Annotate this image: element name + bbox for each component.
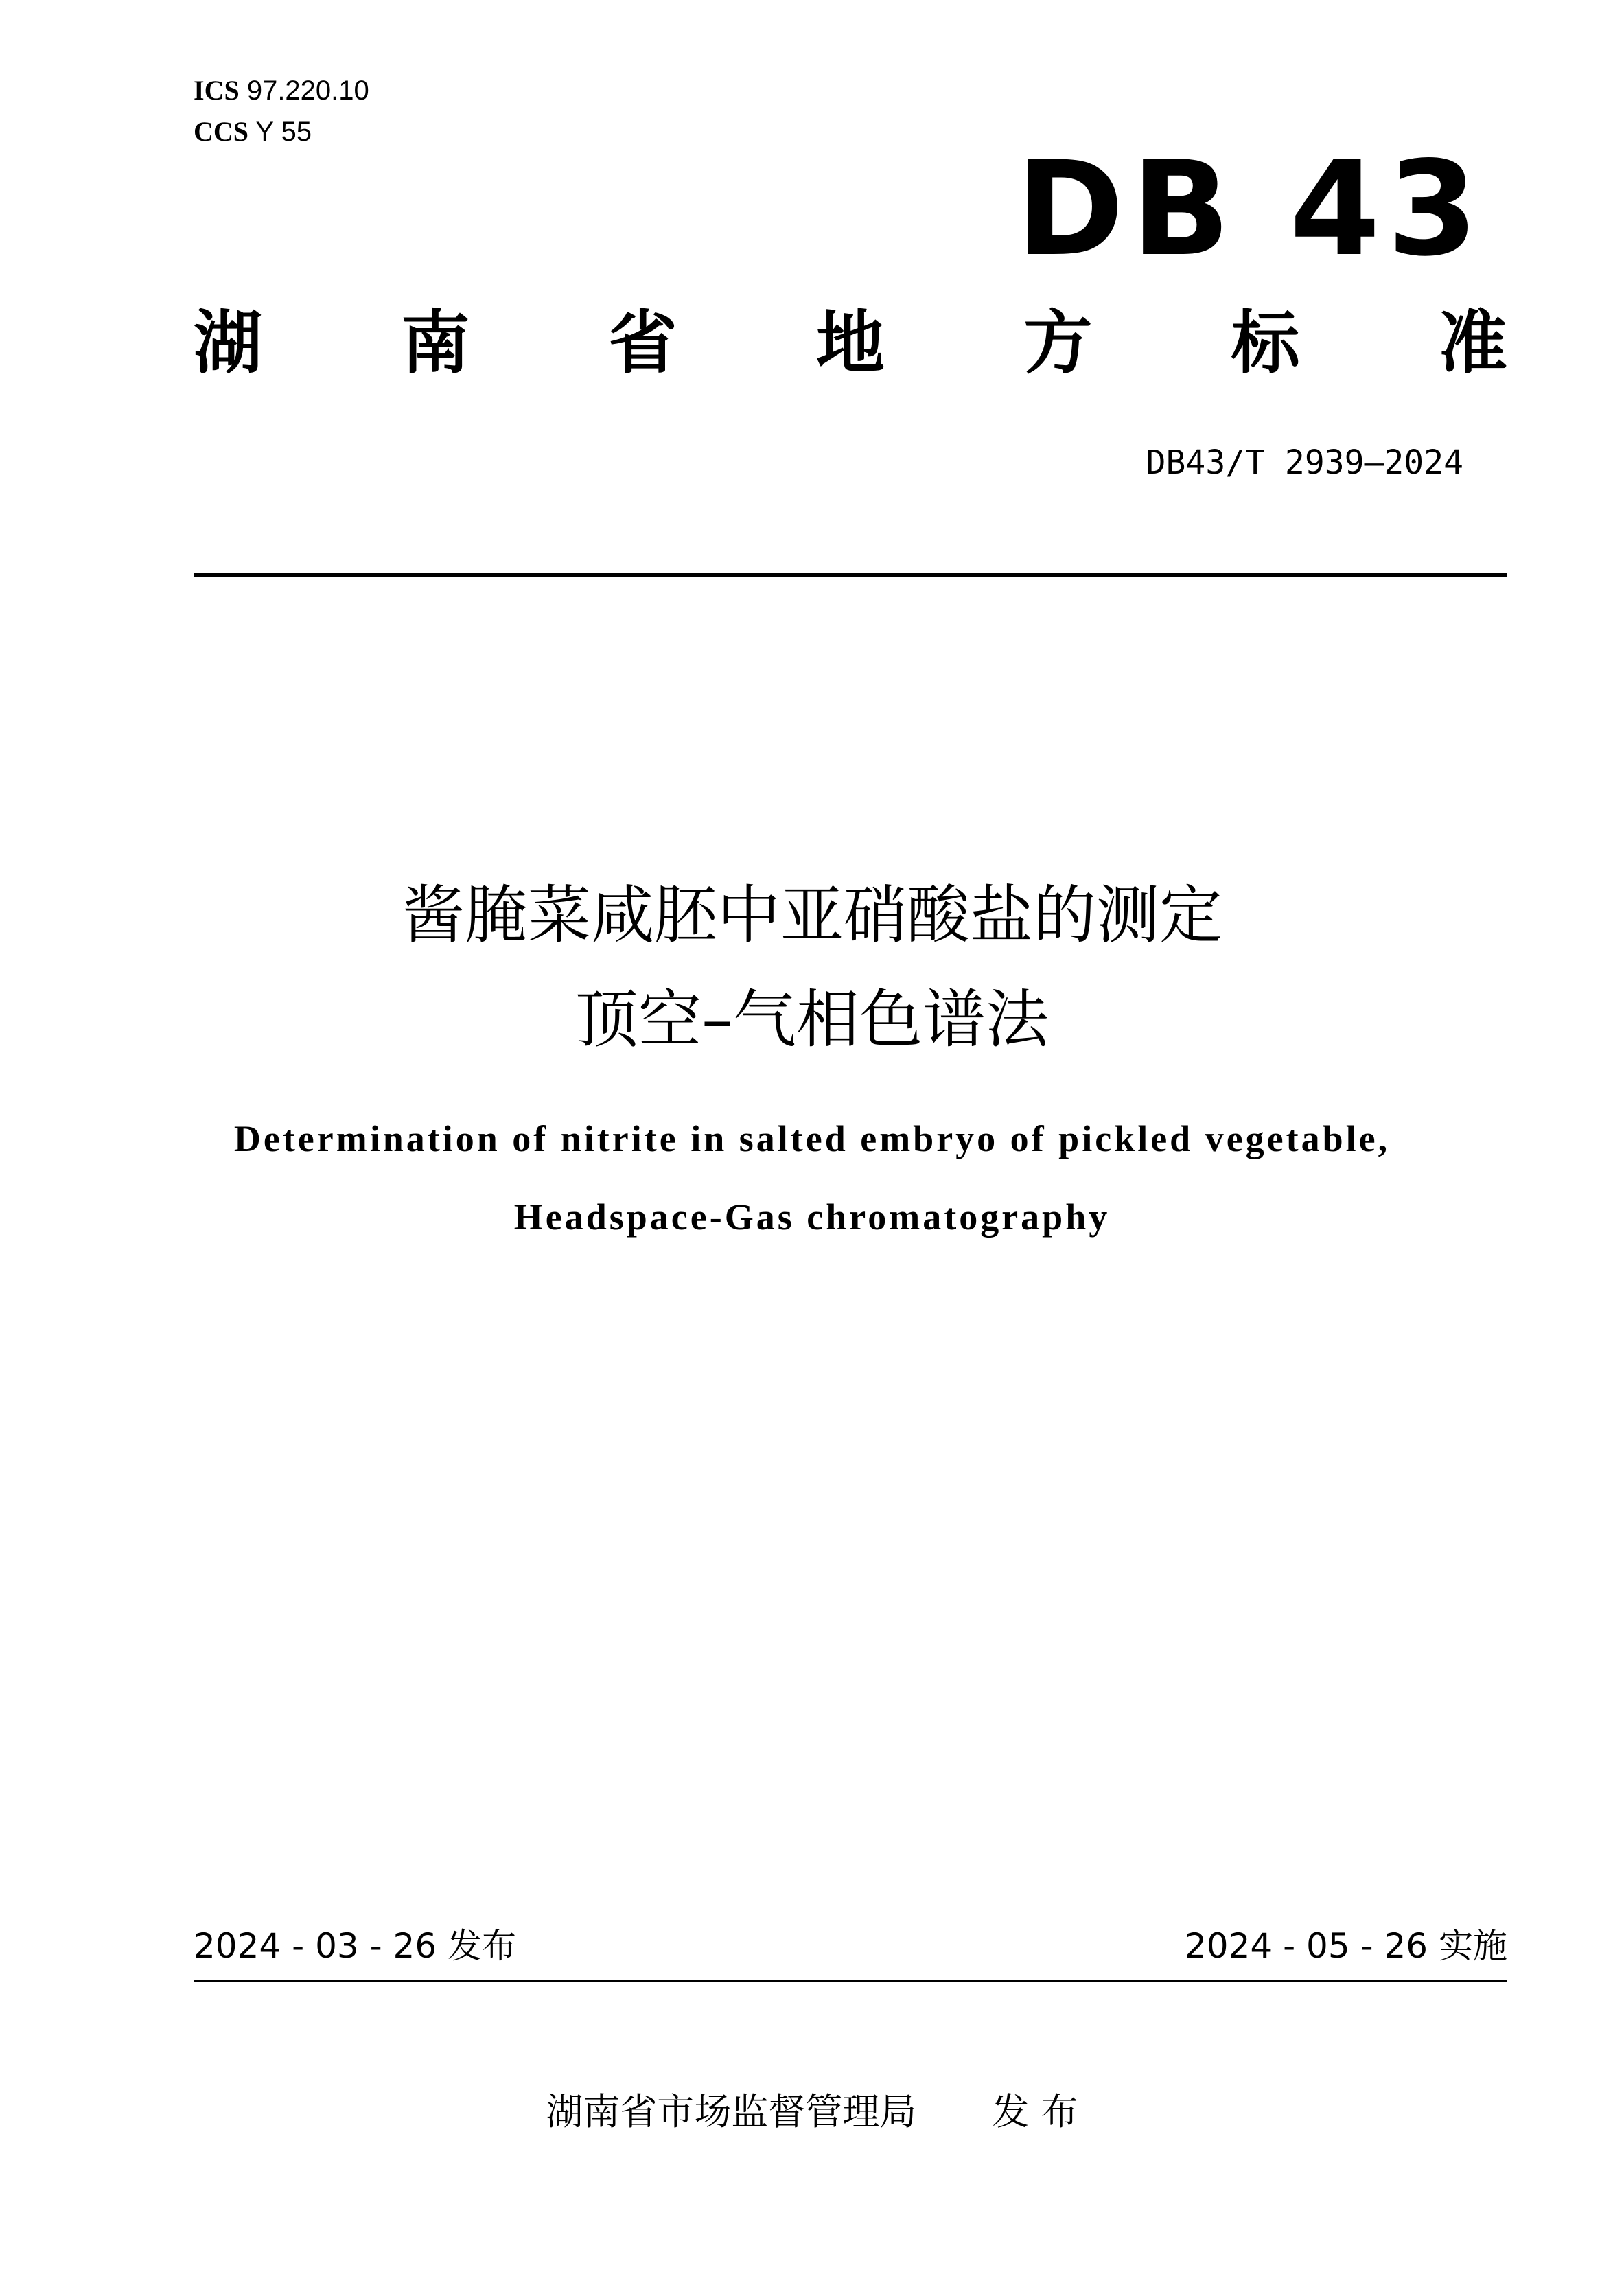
standard-code: DB43/T 2939—2024 (1146, 443, 1463, 482)
standard-type-char: 省 (608, 303, 677, 383)
chinese-title-line1: 酱腌菜咸胚中亚硝酸盐的测定 (401, 879, 1222, 952)
chinese-title-line2: 顶空–气相色谱法 (575, 983, 1049, 1056)
english-title-line2: Headspace-Gas chromatography (513, 1196, 1111, 1238)
ics-code: ICS 97.220.10 (194, 75, 369, 106)
standard-type-title (194, 303, 1507, 383)
standard-type-char: 标 (1231, 303, 1300, 383)
standard-type-char: 湖 (194, 303, 262, 383)
standard-type-char: 南 (401, 303, 470, 383)
header-divider (194, 573, 1507, 577)
issuer-name: 湖南省市场监督管理局 (546, 2090, 917, 2133)
issuing-authority (0, 2090, 1624, 2133)
ccs-code: CCS Y 55 (194, 116, 312, 147)
issue-date: 2024 - 03 - 26 发布 (194, 1926, 517, 1966)
db43-logo: DB 43 (1016, 133, 1485, 285)
classification-codes (194, 77, 369, 159)
standard-type-char: 地 (815, 303, 885, 383)
standard-type-char: 方 (1023, 303, 1093, 383)
english-title-line1: Determination of nitrite in salted embryo of pickled vegetable, (233, 1118, 1391, 1159)
issuer-action: 发 布 (992, 2090, 1078, 2133)
implementation-date: 2024 - 05 - 26 实施 (1184, 1926, 1507, 1966)
footer-divider (194, 1980, 1507, 1982)
standard-type-char: 准 (1438, 303, 1507, 383)
